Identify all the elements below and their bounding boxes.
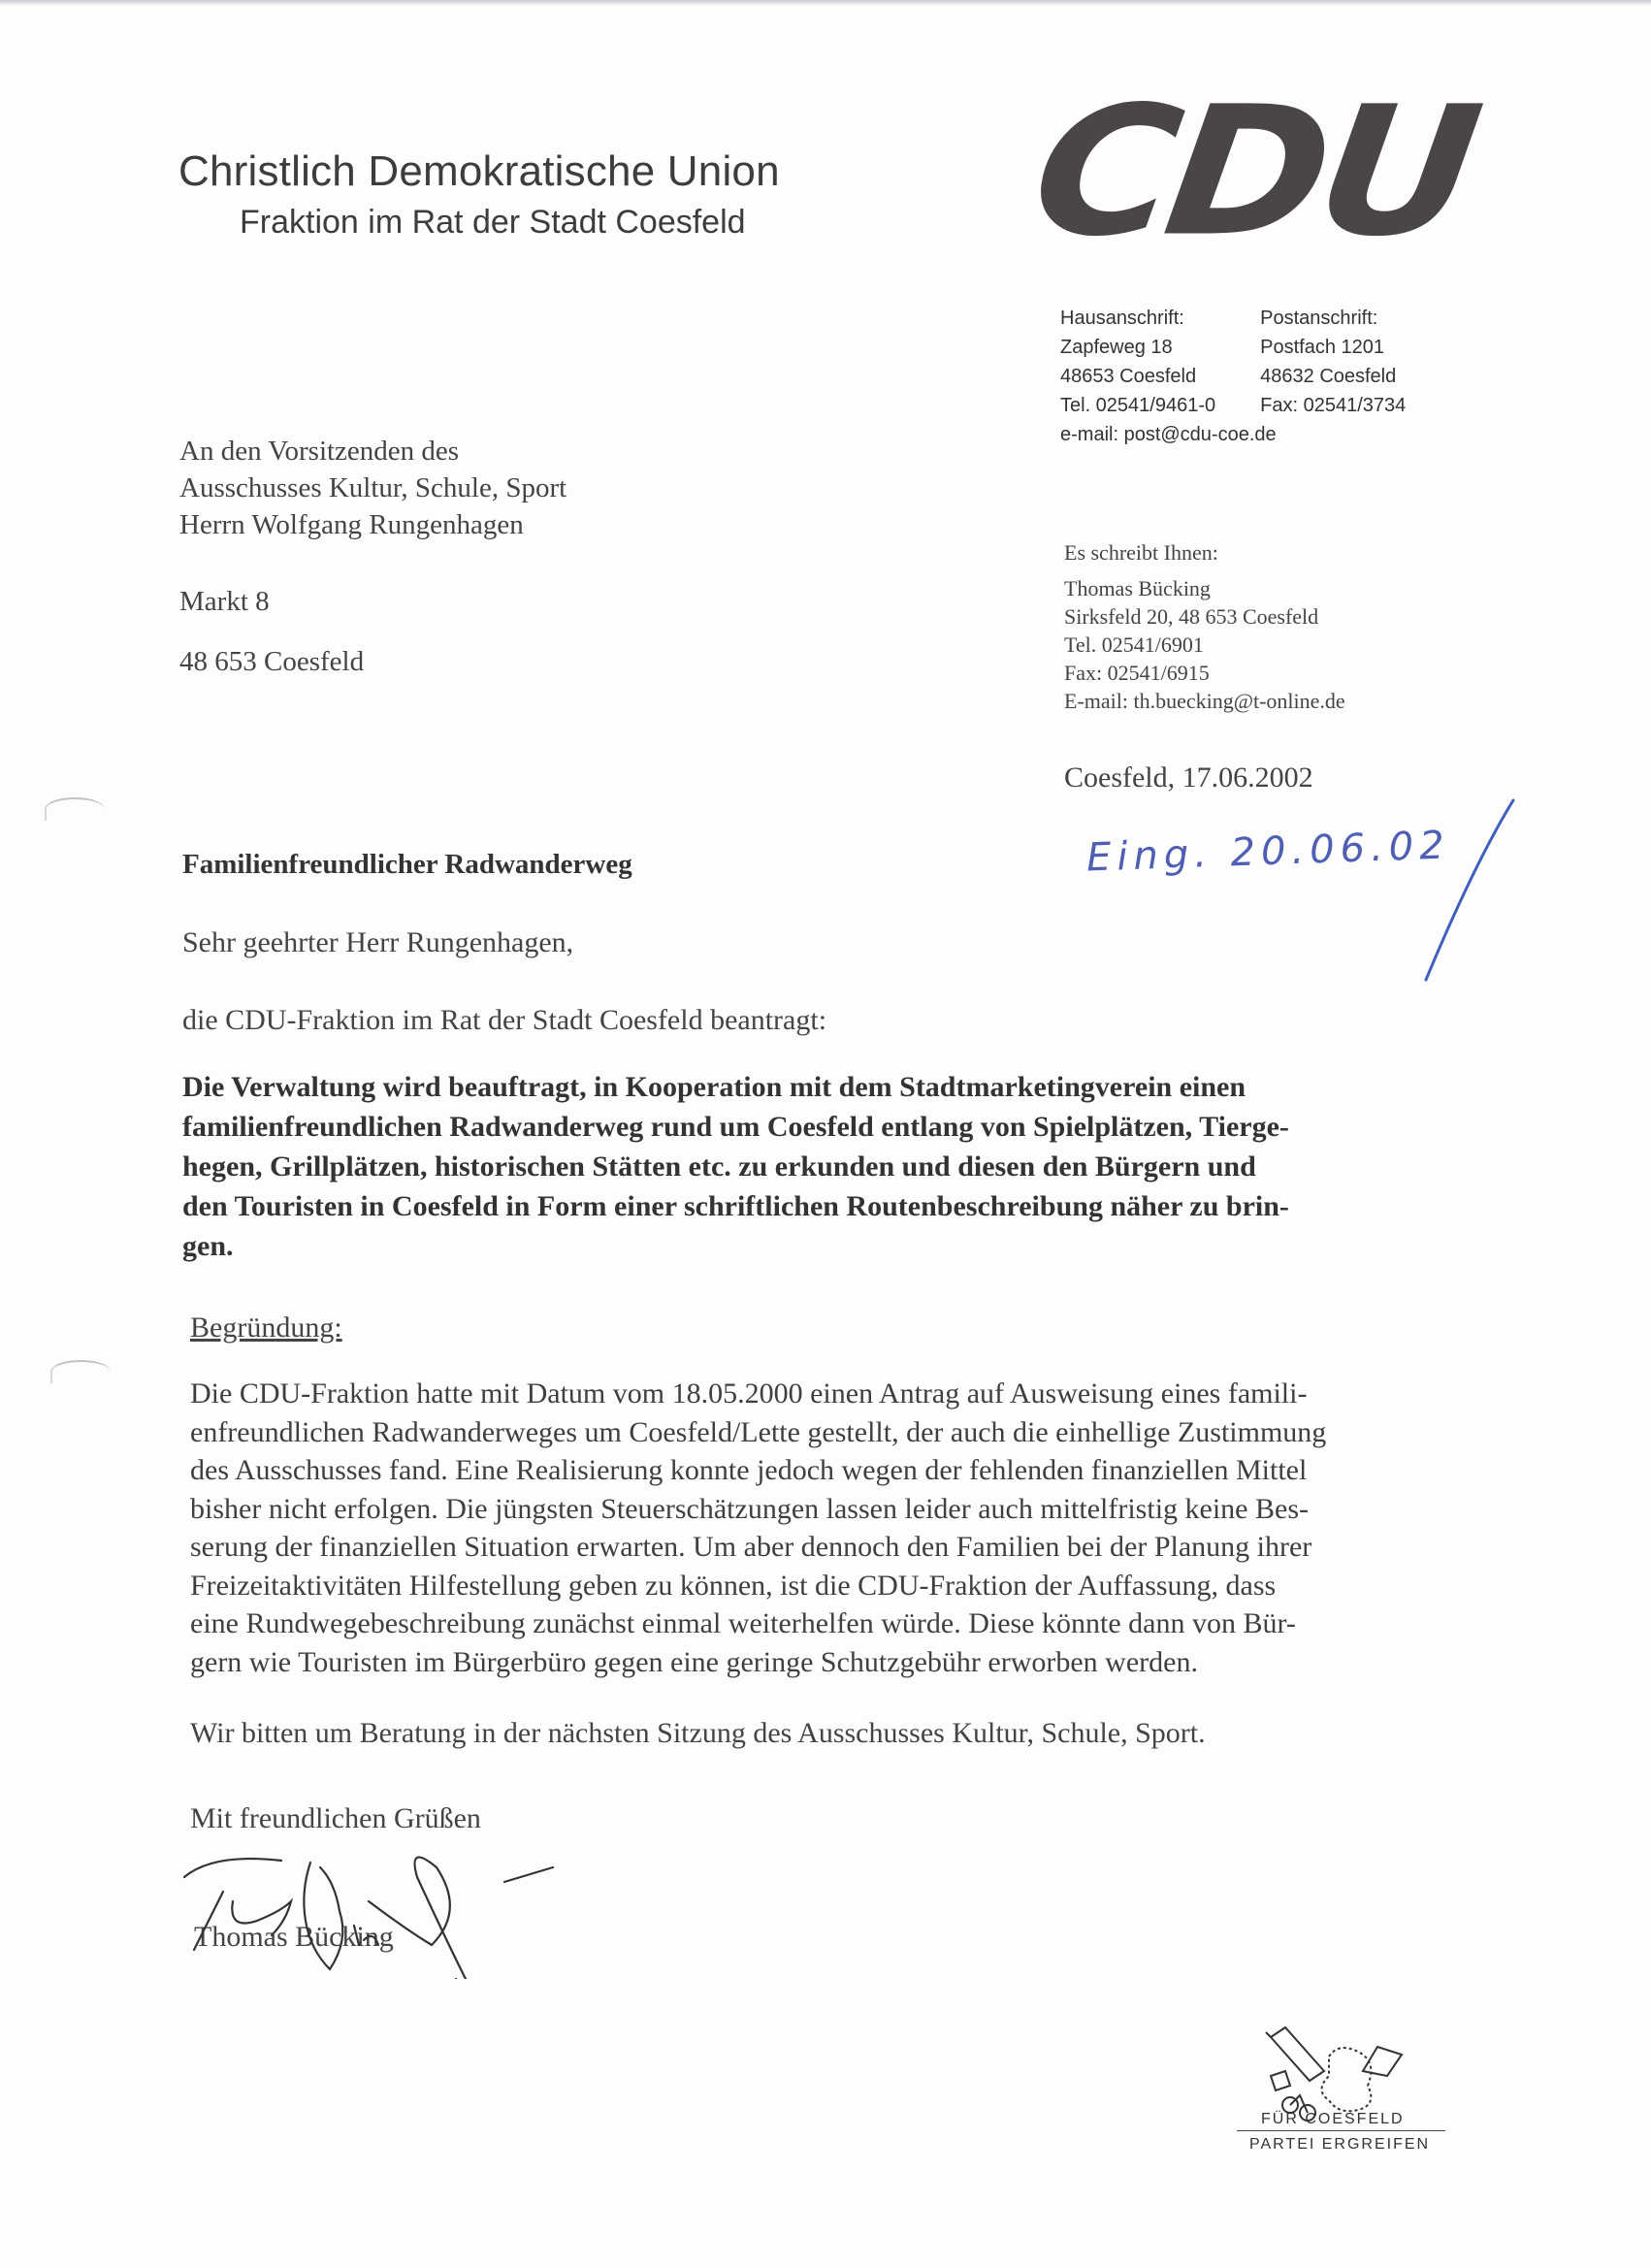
recipient-street: Markt 8: [179, 586, 270, 617]
cdu-logo: CDU: [1021, 68, 1483, 276]
scan-edge-shadow: [0, 0, 1651, 6]
reason-line: eine Rundwegebeschreibung zunächst einmal weiterhelfen würde. Diese könnte dann von Bür-: [190, 1607, 1296, 1639]
reason-line: Die CDU-Fraktion hatte mit Datum vom 18.05.2000 einen Antrag auf Ausweisung eines famili-: [190, 1377, 1308, 1409]
punch-hole-mark: [50, 1360, 111, 1383]
recipient-line: An den Vorsitzenden des: [179, 436, 460, 467]
reason-line: serung der finanziellen Situation erwarten. Um aber dennoch den Familien bei der Planung ihrer: [190, 1531, 1312, 1563]
postal-address-box: Postfach 1201: [1260, 337, 1385, 358]
recipient-city: 48 653 Coesfeld: [179, 646, 365, 677]
house-address-city: 48653 Coesfeld: [1060, 366, 1197, 387]
motion-line: den Touristen in Coesfeld in Form einer schriftlichen Routenbeschreibung näher zu brin-: [182, 1190, 1289, 1222]
house-address: [1060, 304, 1215, 420]
reason-line: bisher nicht erfolgen. Die jüngsten Steuerschätzungen lassen leider auch mittelfristig keine Bes-: [190, 1492, 1309, 1525]
postal-address: [1260, 304, 1406, 420]
sender-address: Sirksfeld 20, 48 653 Coesfeld: [1064, 604, 1319, 629]
sender-phone: Tel. 02541/6901: [1064, 632, 1204, 657]
motion-line: Die Verwaltung wird beauftragt, in Kooperation mit dem Stadtmarketingverein einen: [182, 1071, 1246, 1103]
footer-slogan-line2: PARTEI ERGREIFEN: [1249, 2136, 1431, 2153]
party-email: e-mail: post@cdu-coe.de: [1060, 424, 1277, 445]
reason-text: [190, 1375, 1451, 1681]
org-subtitle: Fraktion im Rat der Stadt Coesfeld: [240, 204, 746, 241]
sender-fax: Fax: 02541/6915: [1064, 661, 1210, 685]
recipient-line: Ausschusses Kultur, Schule, Sport: [179, 472, 567, 503]
reason-line: Freizeitaktivitäten Hilfestellung geben zu können, ist die CDU-Fraktion der Auffassung, dass: [190, 1569, 1277, 1602]
motion-line: hegen, Grillplätzen, historischen Stätten etc. zu erkunden und diesen den Bürgern und: [182, 1150, 1256, 1183]
sender-email: E-mail: th.buecking@t-online.de: [1064, 689, 1345, 713]
motion-line: gen.: [182, 1230, 234, 1262]
footer-divider: [1237, 2130, 1445, 2131]
reason-line: des Ausschusses fand. Eine Realisierung konnte jedoch wegen der fehlenden finanziellen Mittel: [190, 1454, 1308, 1486]
intro-text: die CDU-Fraktion im Rat der Stadt Coesfeld beantragt:: [182, 1004, 827, 1036]
sender-label: Es schreibt Ihnen:: [1064, 540, 1218, 565]
closing-request: Wir bitten um Beratung in der nächsten Sitzung des Ausschusses Kultur, Schule, Sport.: [190, 1717, 1206, 1749]
tree-cloud-icon: [1322, 2048, 1372, 2111]
motion-text: [182, 1067, 1463, 1266]
punch-hole-mark: [45, 797, 105, 821]
reason-heading: Begründung:: [190, 1312, 342, 1344]
party-address-block: [1060, 304, 1406, 449]
house-address-street: Zapfeweg 18: [1060, 337, 1173, 358]
org-name: Christlich Demokratische Union: [178, 147, 780, 195]
signatory-name: Thomas Bücking: [194, 1921, 394, 1953]
sender-name: Thomas Bücking: [1064, 576, 1211, 600]
house-address-phone: Tel. 02541/9461-0: [1060, 395, 1216, 416]
salutation: Sehr geehrter Herr Rungenhagen,: [182, 926, 574, 958]
postal-address-city: 48632 Coesfeld: [1260, 366, 1397, 387]
closing-greeting: Mit freundlichen Grüßen: [190, 1802, 481, 1834]
handwritten-signature: [175, 1824, 563, 1979]
letter-subject: Familienfreundlicher Radwanderweg: [182, 849, 632, 880]
received-stamp-handwritten: Eing. 20.06.02: [1085, 823, 1451, 881]
pen-stroke-mark: [1407, 795, 1523, 989]
postal-address-label: Postanschrift:: [1260, 308, 1378, 329]
postal-address-fax: Fax: 02541/3734: [1260, 395, 1407, 416]
recipient-block: [179, 433, 567, 543]
footer-slogan-line1: FÜR COESFELD: [1261, 2111, 1405, 2127]
letter-date: Coesfeld, 17.06.2002: [1064, 761, 1313, 794]
sender-block: [1064, 574, 1345, 715]
motion-line: familienfreundlichen Radwanderweg rund um Coesfeld entlang von Spielplätzen, Tierge-: [182, 1111, 1289, 1143]
house-address-label: Hausanschrift:: [1060, 308, 1184, 329]
reason-line: enfreundlichen Radwanderweges um Coesfeld/Lette gestellt, der auch die einhellige Zustimmung: [190, 1415, 1327, 1448]
reason-line: gern wie Touristen im Bürgerbüro gegen eine geringe Schutzgebühr erworben werden.: [190, 1645, 1198, 1678]
recipient-line: Herrn Wolfgang Rungenhagen: [179, 509, 524, 540]
